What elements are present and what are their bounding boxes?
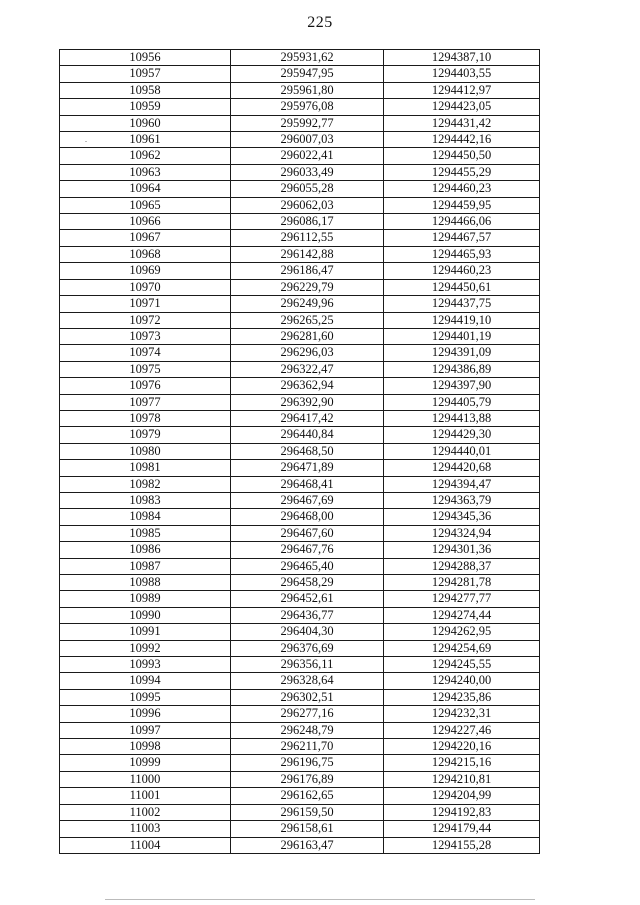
table-row [60, 115, 540, 131]
x-coordinate-cell: 296196,75 [231, 755, 384, 771]
table-row [60, 246, 540, 262]
table-row [60, 410, 540, 426]
point-number-cell: 10993 [60, 657, 231, 673]
y-coordinate-cell: 1294423,05 [384, 99, 540, 115]
x-coordinate-cell: 296471,89 [231, 460, 384, 476]
table-row [60, 575, 540, 591]
point-number-cell: 10963 [60, 164, 231, 180]
x-coordinate-cell: 296440,84 [231, 427, 384, 443]
x-coordinate-cell: 296229,79 [231, 279, 384, 295]
x-coordinate-cell: 295992,77 [231, 115, 384, 131]
table-row [60, 525, 540, 541]
x-coordinate-cell: 296142,88 [231, 246, 384, 262]
point-number-cell: 10985 [60, 525, 231, 541]
point-number-cell: 10965 [60, 197, 231, 213]
x-coordinate-cell: 296112,55 [231, 230, 384, 246]
x-coordinate-cell: 296467,76 [231, 542, 384, 558]
x-coordinate-cell: 296281,60 [231, 328, 384, 344]
point-number-cell: 10995 [60, 689, 231, 705]
table-row [60, 771, 540, 787]
point-number-cell: 10958 [60, 82, 231, 98]
coordinates-table [59, 49, 540, 854]
page-number: 225 [307, 14, 333, 31]
point-number-cell: 10976 [60, 378, 231, 394]
x-coordinate-cell: 296376,69 [231, 640, 384, 656]
y-coordinate-cell: 1294419,10 [384, 312, 540, 328]
x-coordinate-cell: 296362,94 [231, 378, 384, 394]
point-number-cell: 10960 [60, 115, 231, 131]
point-number-cell: 10979 [60, 427, 231, 443]
y-coordinate-cell: 1294429,30 [384, 427, 540, 443]
y-coordinate-cell: 1294227,46 [384, 722, 540, 738]
y-coordinate-cell: 1294405,79 [384, 394, 540, 410]
table-row [60, 657, 540, 673]
x-coordinate-cell: 296211,70 [231, 739, 384, 755]
y-coordinate-cell: 1294232,31 [384, 706, 540, 722]
y-coordinate-cell: 1294210,81 [384, 771, 540, 787]
point-number-cell: 10989 [60, 591, 231, 607]
x-coordinate-cell: 296468,00 [231, 509, 384, 525]
x-coordinate-cell: 295947,95 [231, 66, 384, 82]
x-coordinate-cell: 296328,64 [231, 673, 384, 689]
y-coordinate-cell: 1294240,00 [384, 673, 540, 689]
point-number-cell: 10996 [60, 706, 231, 722]
point-number-cell: 10969 [60, 263, 231, 279]
x-coordinate-cell: 296186,47 [231, 263, 384, 279]
table-row [60, 492, 540, 508]
table-row [60, 50, 540, 66]
x-coordinate-cell: 296436,77 [231, 607, 384, 623]
point-number-cell: 10988 [60, 575, 231, 591]
point-number-cell: 10986 [60, 542, 231, 558]
x-coordinate-cell: 296022,41 [231, 148, 384, 164]
x-coordinate-cell: 296277,16 [231, 706, 384, 722]
x-coordinate-cell: 295976,08 [231, 99, 384, 115]
point-number-cell: 10990 [60, 607, 231, 623]
x-coordinate-cell: 296062,03 [231, 197, 384, 213]
y-coordinate-cell: 1294420,68 [384, 460, 540, 476]
point-number-cell: 10974 [60, 345, 231, 361]
table-row [60, 263, 540, 279]
y-coordinate-cell: 1294179,44 [384, 821, 540, 837]
point-number-cell: 10981 [60, 460, 231, 476]
table-row [60, 361, 540, 377]
point-number-cell: 10961 [60, 132, 231, 148]
table-row [60, 66, 540, 82]
x-coordinate-cell: 296467,60 [231, 525, 384, 541]
x-coordinate-cell: 296248,79 [231, 722, 384, 738]
y-coordinate-cell: 1294431,42 [384, 115, 540, 131]
point-number-cell: 11000 [60, 771, 231, 787]
table-row [60, 181, 540, 197]
x-coordinate-cell: 295961,80 [231, 82, 384, 98]
table-row [60, 706, 540, 722]
point-number-cell: 10994 [60, 673, 231, 689]
y-coordinate-cell: 1294262,95 [384, 624, 540, 640]
table-row [60, 837, 540, 853]
x-coordinate-cell: 296265,25 [231, 312, 384, 328]
x-coordinate-cell: 296452,61 [231, 591, 384, 607]
scan-artifact-dot [85, 141, 87, 142]
y-coordinate-cell: 1294460,23 [384, 181, 540, 197]
table-row [60, 673, 540, 689]
y-coordinate-cell: 1294412,97 [384, 82, 540, 98]
table-row [60, 214, 540, 230]
table-row [60, 558, 540, 574]
y-coordinate-cell: 1294459,95 [384, 197, 540, 213]
y-coordinate-cell: 1294345,36 [384, 509, 540, 525]
y-coordinate-cell: 1294192,83 [384, 804, 540, 820]
point-number-cell: 10957 [60, 66, 231, 82]
point-number-cell: 10970 [60, 279, 231, 295]
x-coordinate-cell: 296322,47 [231, 361, 384, 377]
table-row [60, 99, 540, 115]
y-coordinate-cell: 1294460,23 [384, 263, 540, 279]
table-row [60, 279, 540, 295]
point-number-cell: 11003 [60, 821, 231, 837]
point-number-cell: 10968 [60, 246, 231, 262]
table-row [60, 689, 540, 705]
scan-artifact-line [105, 899, 535, 900]
table-row [60, 443, 540, 459]
table-row [60, 427, 540, 443]
x-coordinate-cell: 296158,61 [231, 821, 384, 837]
x-coordinate-cell: 295931,62 [231, 50, 384, 66]
point-number-cell: 11001 [60, 788, 231, 804]
y-coordinate-cell: 1294466,06 [384, 214, 540, 230]
y-coordinate-cell: 1294387,10 [384, 50, 540, 66]
x-coordinate-cell: 296468,50 [231, 443, 384, 459]
table-row [60, 640, 540, 656]
x-coordinate-cell: 296296,03 [231, 345, 384, 361]
y-coordinate-cell: 1294254,69 [384, 640, 540, 656]
x-coordinate-cell: 296356,11 [231, 657, 384, 673]
point-number-cell: 10975 [60, 361, 231, 377]
x-coordinate-cell: 296055,28 [231, 181, 384, 197]
point-number-cell: 10980 [60, 443, 231, 459]
y-coordinate-cell: 1294403,55 [384, 66, 540, 82]
x-coordinate-cell: 296033,49 [231, 164, 384, 180]
point-number-cell: 10956 [60, 50, 231, 66]
y-coordinate-cell: 1294215,16 [384, 755, 540, 771]
point-number-cell: 10978 [60, 410, 231, 426]
x-coordinate-cell: 296458,29 [231, 575, 384, 591]
coordinates-table-body [60, 50, 540, 854]
table-row [60, 821, 540, 837]
y-coordinate-cell: 1294281,78 [384, 575, 540, 591]
table-row [60, 312, 540, 328]
point-number-cell: 10962 [60, 148, 231, 164]
point-number-cell: 10973 [60, 328, 231, 344]
table-row [60, 148, 540, 164]
table-row [60, 197, 540, 213]
table-row [60, 328, 540, 344]
y-coordinate-cell: 1294235,86 [384, 689, 540, 705]
table-row [60, 164, 540, 180]
x-coordinate-cell: 296162,65 [231, 788, 384, 804]
table-row [60, 378, 540, 394]
point-number-cell: 10964 [60, 181, 231, 197]
table-row [60, 82, 540, 98]
y-coordinate-cell: 1294394,47 [384, 476, 540, 492]
y-coordinate-cell: 1294397,90 [384, 378, 540, 394]
x-coordinate-cell: 296163,47 [231, 837, 384, 853]
y-coordinate-cell: 1294204,99 [384, 788, 540, 804]
table-row [60, 755, 540, 771]
x-coordinate-cell: 296176,89 [231, 771, 384, 787]
point-number-cell: 10998 [60, 739, 231, 755]
point-number-cell: 10967 [60, 230, 231, 246]
table-row [60, 345, 540, 361]
x-coordinate-cell: 296249,96 [231, 296, 384, 312]
point-number-cell: 10999 [60, 755, 231, 771]
table-row [60, 607, 540, 623]
point-number-cell: 11004 [60, 837, 231, 853]
y-coordinate-cell: 1294465,93 [384, 246, 540, 262]
table-row [60, 230, 540, 246]
point-number-cell: 10977 [60, 394, 231, 410]
table-row [60, 739, 540, 755]
point-number-cell: 10966 [60, 214, 231, 230]
y-coordinate-cell: 1294155,28 [384, 837, 540, 853]
table-row [60, 624, 540, 640]
y-coordinate-cell: 1294440,01 [384, 443, 540, 459]
table-row [60, 394, 540, 410]
table-row [60, 509, 540, 525]
y-coordinate-cell: 1294301,36 [384, 542, 540, 558]
table-row [60, 542, 540, 558]
point-number-cell: 10972 [60, 312, 231, 328]
point-number-cell: 10991 [60, 624, 231, 640]
x-coordinate-cell: 296086,17 [231, 214, 384, 230]
y-coordinate-cell: 1294363,79 [384, 492, 540, 508]
table-row [60, 460, 540, 476]
x-coordinate-cell: 296467,69 [231, 492, 384, 508]
y-coordinate-cell: 1294401,19 [384, 328, 540, 344]
point-number-cell: 10984 [60, 509, 231, 525]
x-coordinate-cell: 296417,42 [231, 410, 384, 426]
table-row [60, 591, 540, 607]
y-coordinate-cell: 1294288,37 [384, 558, 540, 574]
x-coordinate-cell: 296007,03 [231, 132, 384, 148]
table-row [60, 722, 540, 738]
table-row [60, 296, 540, 312]
point-number-cell: 10992 [60, 640, 231, 656]
y-coordinate-cell: 1294450,50 [384, 148, 540, 164]
point-number-cell: 10959 [60, 99, 231, 115]
point-number-cell: 10983 [60, 492, 231, 508]
y-coordinate-cell: 1294467,57 [384, 230, 540, 246]
point-number-cell: 10971 [60, 296, 231, 312]
point-number-cell: 10982 [60, 476, 231, 492]
y-coordinate-cell: 1294413,88 [384, 410, 540, 426]
y-coordinate-cell: 1294442,16 [384, 132, 540, 148]
point-number-cell: 10997 [60, 722, 231, 738]
table-row [60, 804, 540, 820]
y-coordinate-cell: 1294391,09 [384, 345, 540, 361]
y-coordinate-cell: 1294277,77 [384, 591, 540, 607]
table-row [60, 788, 540, 804]
y-coordinate-cell: 1294245,55 [384, 657, 540, 673]
table-row [60, 132, 540, 148]
y-coordinate-cell: 1294274,44 [384, 607, 540, 623]
point-number-cell: 10987 [60, 558, 231, 574]
y-coordinate-cell: 1294455,29 [384, 164, 540, 180]
point-number-cell: 11002 [60, 804, 231, 820]
y-coordinate-cell: 1294450,61 [384, 279, 540, 295]
x-coordinate-cell: 296392,90 [231, 394, 384, 410]
x-coordinate-cell: 296468,41 [231, 476, 384, 492]
y-coordinate-cell: 1294324,94 [384, 525, 540, 541]
x-coordinate-cell: 296404,30 [231, 624, 384, 640]
table-row [60, 476, 540, 492]
x-coordinate-cell: 296465,40 [231, 558, 384, 574]
y-coordinate-cell: 1294386,89 [384, 361, 540, 377]
y-coordinate-cell: 1294437,75 [384, 296, 540, 312]
x-coordinate-cell: 296159,50 [231, 804, 384, 820]
y-coordinate-cell: 1294220,16 [384, 739, 540, 755]
x-coordinate-cell: 296302,51 [231, 689, 384, 705]
